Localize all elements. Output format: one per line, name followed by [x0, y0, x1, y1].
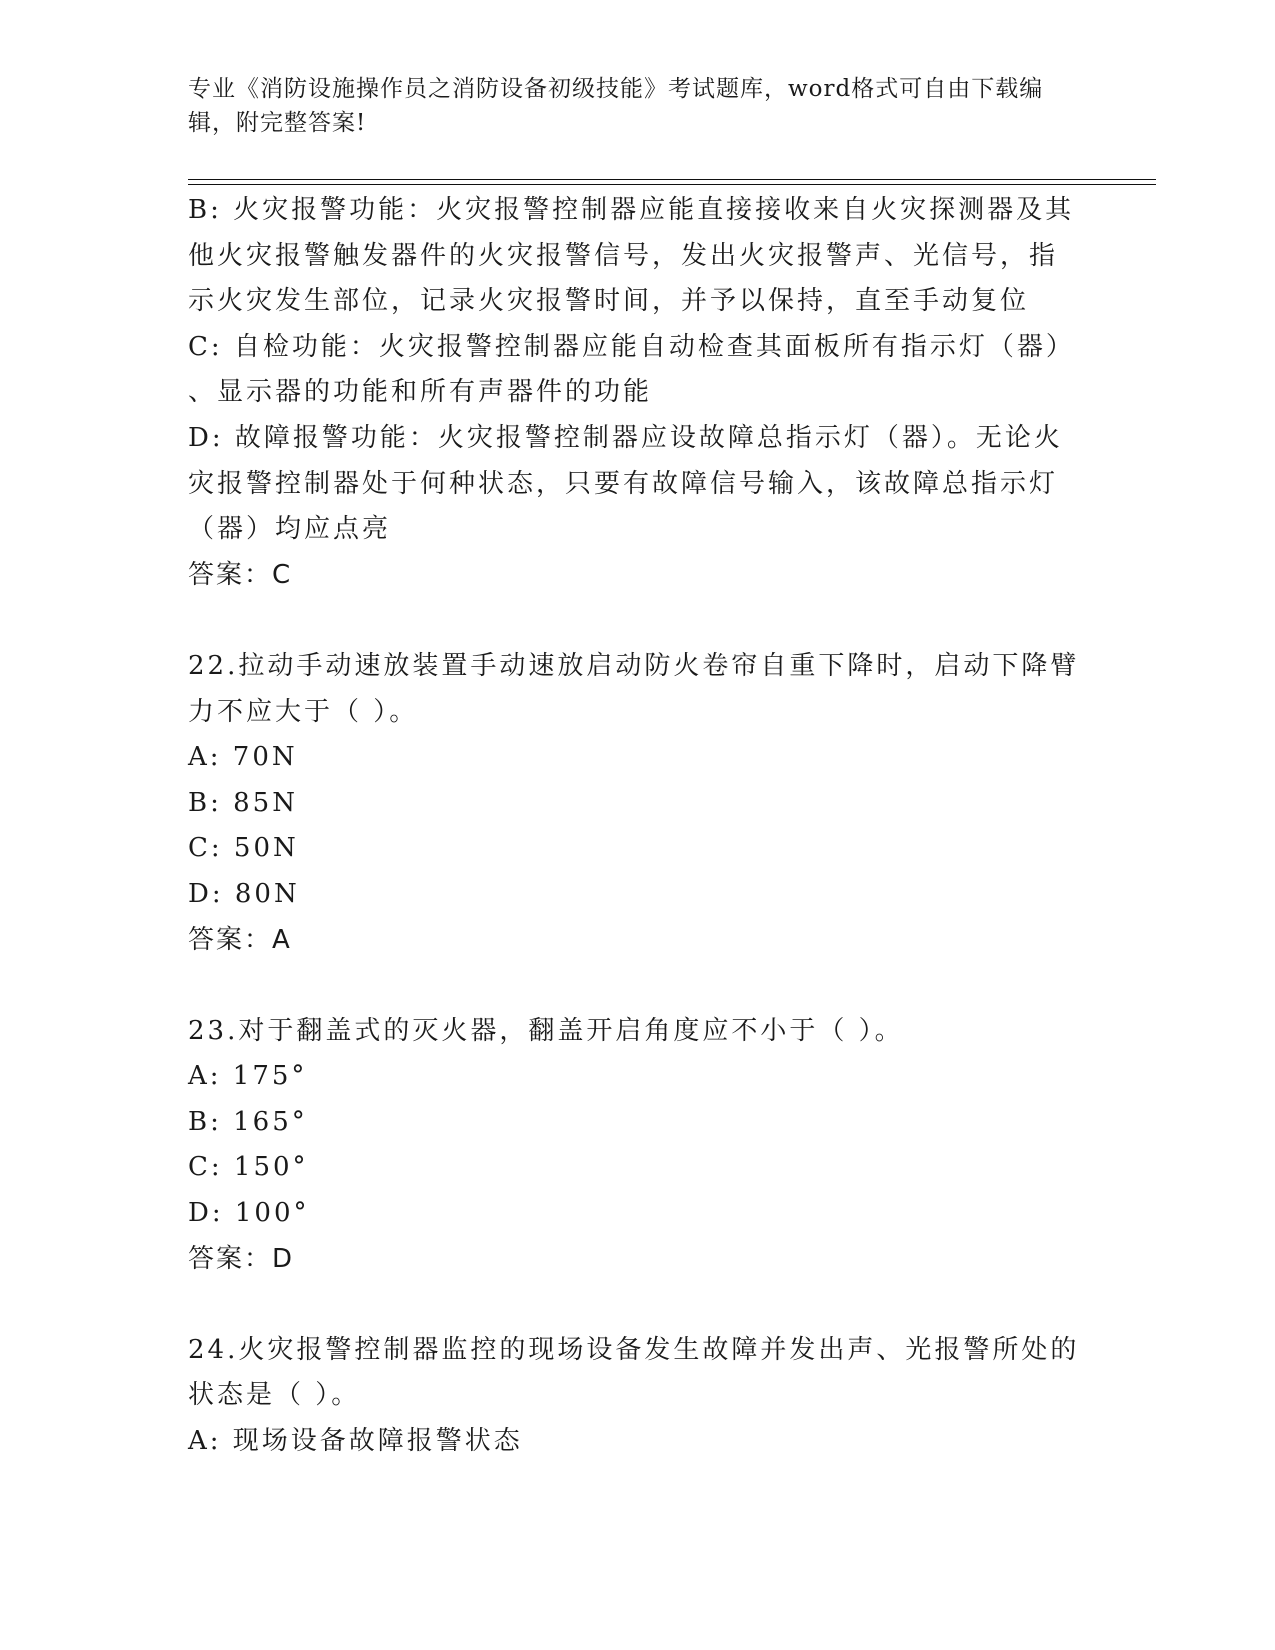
option-c: C: 50N: [188, 833, 299, 864]
option-b: [188, 188, 1088, 325]
option-c: C: 150°: [188, 1152, 309, 1183]
option-c: [188, 325, 1088, 416]
option-line: 灾报警控制器处于何种状态，只要有故障信号输入，该故障总指示灯: [188, 468, 1059, 499]
document-header: [188, 72, 1068, 140]
option-line: 、显示器的功能和所有声器件的功能: [188, 377, 653, 408]
answer: 答案：D: [188, 1243, 295, 1274]
question-22: [188, 644, 1088, 963]
header-divider: [188, 184, 1156, 185]
option-a: A: 70N: [188, 742, 298, 773]
header-line: 辑，附完整答案!: [188, 110, 367, 136]
option-line: B: 火灾报警功能：火灾报警控制器应能直接接收来自火灾探测器及其: [188, 195, 1075, 225]
question-stem: 状态是（ ）。: [188, 1380, 361, 1411]
option-d: D: 80N: [188, 878, 300, 909]
question-content: [188, 188, 1088, 1465]
question-stem: 力不应大于（ ）。: [188, 696, 419, 727]
question-stem: 22.拉动手动速放装置手动速放启动防火卷帘自重下降时，启动下降臂: [188, 650, 1080, 681]
answer: 答案：A: [188, 924, 292, 955]
option-line: D: 故障报警功能：火灾报警控制器应设故障总指示灯（器）。无论火: [188, 422, 1063, 453]
spacer: [188, 1282, 1088, 1328]
question-24: [188, 1328, 1088, 1465]
header-divider: [188, 179, 1156, 180]
option-b: B: 85N: [188, 787, 298, 818]
header-line: 专业《消防设施操作员之消防设备初级技能》考试题库，word格式可自由下载编: [188, 76, 1044, 102]
option-a: A: 现场设备故障报警状态: [188, 1426, 523, 1457]
option-a: A: 175°: [188, 1061, 308, 1092]
option-line: （器）均应点亮: [188, 514, 392, 545]
answer: 答案：C: [188, 559, 293, 590]
question-stem: 24.火灾报警控制器监控的现场设备发生故障并发出声、光报警所处的: [188, 1334, 1080, 1365]
question-stem: 23.对于翻盖式的灭火器，翻盖开启角度应不小于（ ）。: [188, 1015, 904, 1046]
option-line: C: 自检功能：火灾报警控制器应能自动检查其面板所有指示灯（器）: [188, 331, 1075, 362]
spacer: [188, 963, 1088, 1009]
option-d: [188, 416, 1088, 553]
option-line: 示火灾发生部位，记录火灾报警时间，并予以保持，直至手动复位: [188, 286, 1030, 317]
spacer: [188, 598, 1088, 644]
option-line: 他火灾报警触发器件的火灾报警信号，发出火灾报警声、光信号，指: [188, 240, 1059, 271]
option-d: D: 100°: [188, 1198, 310, 1229]
question-23: [188, 1009, 1088, 1283]
option-b: B: 165°: [188, 1106, 308, 1137]
